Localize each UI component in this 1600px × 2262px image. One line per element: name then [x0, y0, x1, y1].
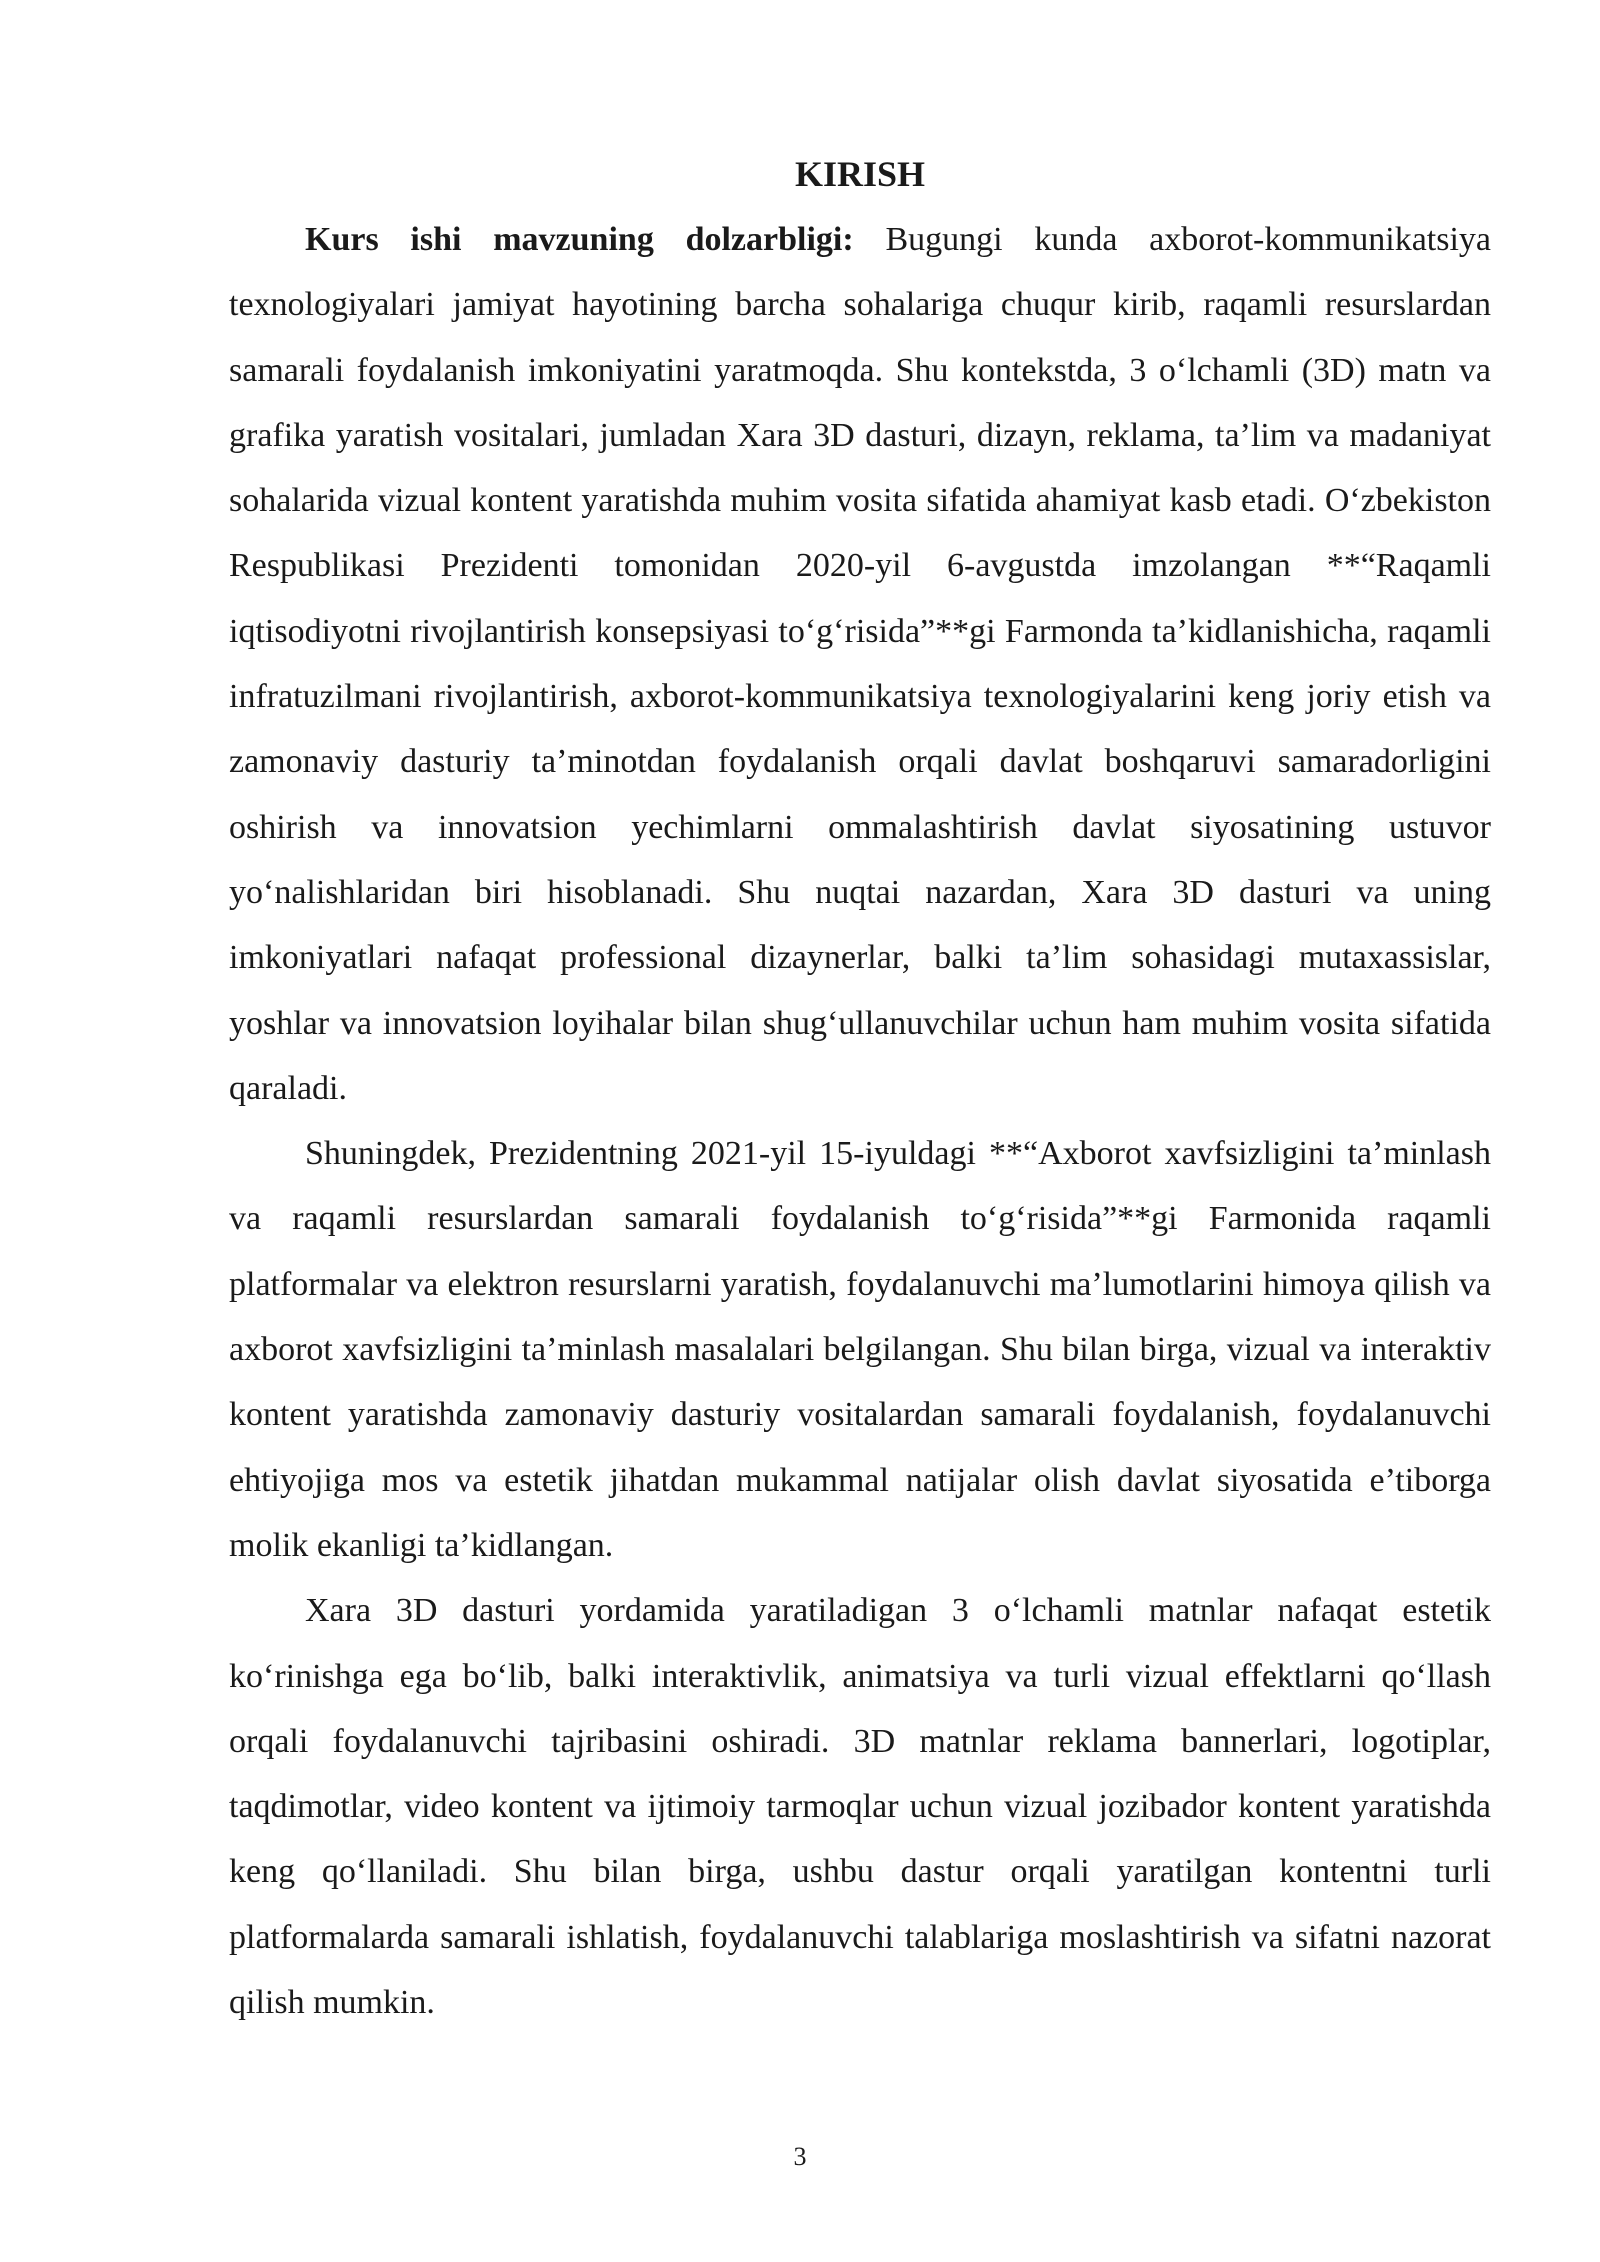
paragraph-relevance	[229, 207, 1491, 1121]
paragraph-decree	[229, 1121, 1491, 1578]
body-text	[229, 207, 1491, 2035]
paragraph-xara3d	[229, 1578, 1491, 2035]
paragraph-text: Xara 3D dasturi yordamida yaratiladigan 3 o‘lchamli matnlar nafaqat estetik ko‘rinishga ega bo‘lib, balki interaktivlik, animatsiya va turli vizual effektlarni qo‘llash orqali foydalanuvchi tajribasini oshiradi. 3D matnlar reklama bannerlari, logotiplar, taqdimotlar, video kontent va ijtimoiy tarmoqlar uchun vizual jozibador kontent yaratishda keng qo‘llaniladi. Shu bilan birga, ushbu dastur orqali yaratilgan kontentni turli platformalarda samarali ishlatish, foydalanuvchi talablariga moslashtirish va sifatni nazorat qilish mumkin.	[229, 1592, 1491, 2022]
paragraph-text: Shuningdek, Prezidentning 2021-yil 15-iyuldagi **“Axborot xavfsizligini ta’minlash va raqamli resurslardan samarali foydalanish to‘g‘risida”**gi Farmonida raqamli platformalar va elektron resurslarni yaratish, foydalanuvchi ma’lumotlarini himoya qilish va axborot xavfsizligini ta’minlash masalalari belgilangan. Shu bilan birga, vizual va interaktiv kontent yaratishda zamonaviy dasturiy vositalardan samarali foydalanish, foydalanuvchi ehtiyojiga mos va estetik jihatdan mukammal natijalar olish davlat siyosatida e’tiborga molik ekanligi ta’kidlangan.	[229, 1135, 1491, 1564]
page-number: 3	[793, 2142, 807, 2171]
section-title: KIRISH	[794, 154, 926, 194]
paragraph-text: Bugungi kunda axborot-kommunikatsiya texnologiyalari jamiyat hayotining barcha sohalariga chuqur kirib, raqamli resurslardan samarali foydalanish imkoniyatini yaratmoqda. Shu kontekstda, 3 o‘lchamli (3D) matn va grafika yaratish vositalari, jumladan Xara 3D dasturi, dizayn, reklama, ta’lim va madaniyat sohalarida vizual kontent yaratishda muhim vosita sifatida ahamiyat kasb etadi. O‘zbekiston Respublikasi Prezidenti tomonidan 2020-yil 6-avgustda imzolangan **“Raqamli iqtisodiyotni rivojlantirish konsepsiyasi to‘g‘risida”**gi Farmonda ta’kidlanishicha, raqamli infratuzilmani rivojlantirish, axborot-kommunikatsiya texnologiyalarini keng joriy etish va zamonaviy dasturiy ta’minotdan foydalanish orqali davlat boshqaruvi samaradorligini oshirish va innovatsion yechimlarni ommalashtirish davlat siyosatining ustuvor yo‘nalishlaridan biri hisoblanadi. Shu nuqtai nazardan, Xara 3D dasturi va uning imkoniyatlari nafaqat professional dizaynerlar, balki ta’lim sohasidagi mutaxassislar, yoshlar va innovatsion loyihalar bilan shug‘ullanuvchilar uchun ham muhim vosita sifatida qaraladi.	[229, 221, 1492, 1107]
paragraph-lead: Kurs ishi mavzuning dolzarbligi:	[305, 221, 854, 258]
